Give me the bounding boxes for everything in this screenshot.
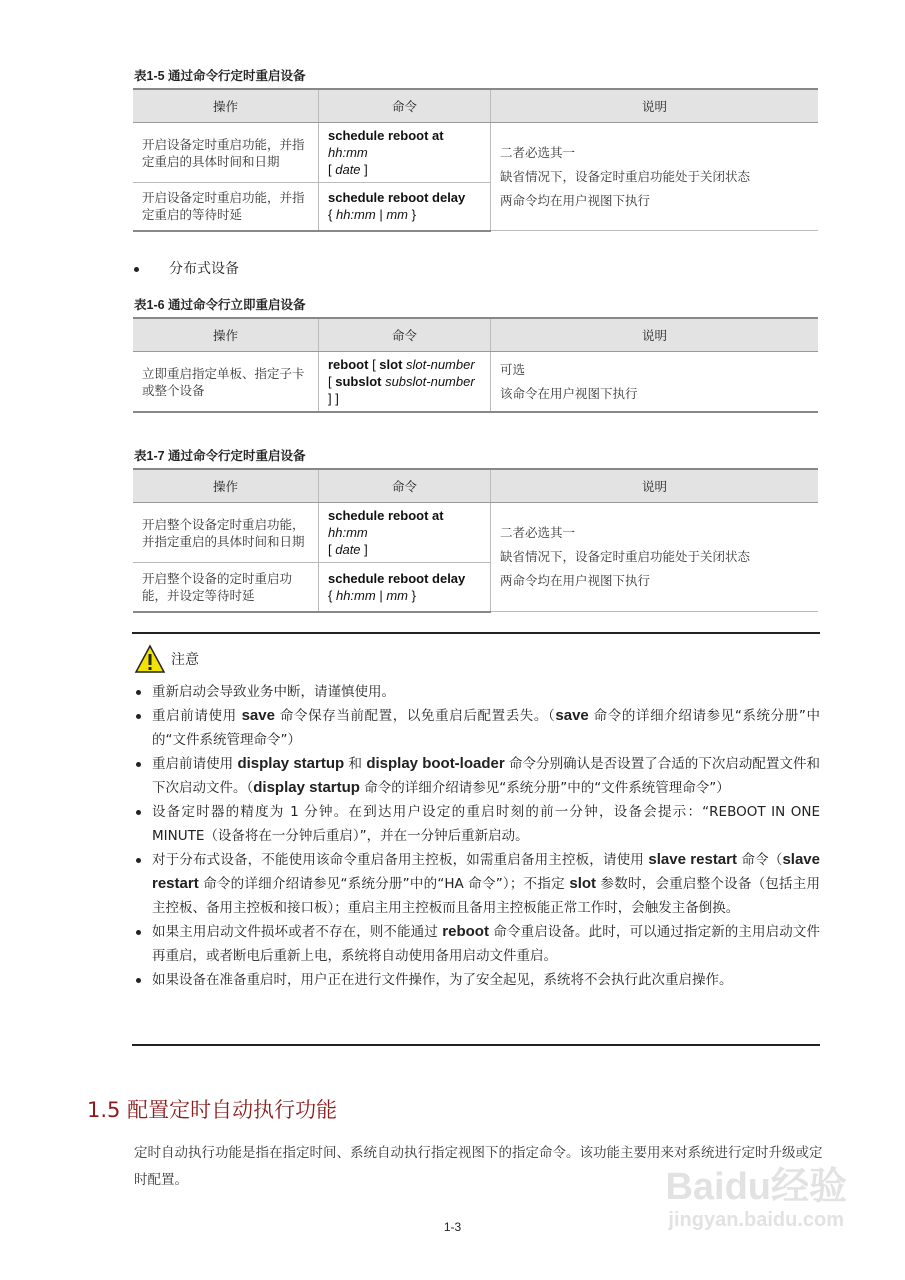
table-1-5-caption: 表1-5 通过命令行定时重启设备 xyxy=(134,69,306,83)
list-item: 如果主用启动文件损坏或者不存在，则不能通过 reboot 命令重启设备。此时，可以通过指定新的主用启动文件再重启，或者断电后重新上电，系统将自动使用备用启动文件重启。 xyxy=(132,920,820,968)
list-item: 设备定时器的精度为 1 分钟。在到达用户设定的重启时刻的前一分钟，设备会提示：“REBOOT IN ONE MINUTE（设备将在一分钟后重启）”，并在一分钟后重新启动。 xyxy=(132,800,820,848)
col-header: 说明 xyxy=(491,89,819,123)
cmd-cell: reboot [ slot slot-number [ subslot subslot-number ] ] xyxy=(319,352,491,413)
notice-box xyxy=(132,632,820,1046)
op-cell: 开启整个设备的定时重启功能，并设定等待时延 xyxy=(133,563,319,612)
list-item: 重启前请使用 display startup 和 display boot-loader 命令分别确认是否设置了合适的下次启动配置文件和下次启动文件。（display startup 命令的详细介绍请参见“系统分册”中的“文件系统管理命令”） xyxy=(132,752,820,800)
table-1-6 xyxy=(133,317,818,413)
table-1-6-caption: 表1-6 通过命令行立即重启设备 xyxy=(134,298,306,312)
op-cell: 立即重启指定单板、指定子卡或整个设备 xyxy=(133,352,319,413)
notice-header xyxy=(134,644,199,674)
cmd-cell: schedule reboot delay { hh:mm | mm } xyxy=(319,183,491,231)
table-1-7-caption: 表1-7 通过命令行定时重启设备 xyxy=(134,449,306,463)
list-item: 重启前请使用 save 命令保存当前配置，以免重启后配置丢失。（save 命令的详细介绍请参见“系统分册”中的“文件系统管理命令”） xyxy=(132,704,820,752)
cmd-cell: schedule reboot at hh:mm [ date ] xyxy=(319,503,491,563)
op-cell: 开启设备定时重启功能，并指定重启的等待时延 xyxy=(133,183,319,231)
op-cell: 开启设备定时重启功能，并指定重启的具体时间和日期 xyxy=(133,123,319,183)
table-row xyxy=(133,352,818,413)
cmd-cell: schedule reboot delay { hh:mm | mm } xyxy=(319,563,491,612)
col-header: 命令 xyxy=(319,318,491,352)
col-header: 说明 xyxy=(491,469,819,503)
section-heading: 1.5 配置定时自动执行功能 xyxy=(87,1098,338,1122)
section-paragraph: 定时自动执行功能是指在指定时间、系统自动执行指定视图下的指定命令。该功能主要用来对系统进行定时升级或定时配置。 xyxy=(134,1145,823,1188)
list-item: 如果设备在准备重启时，用户正在进行文件操作，为了安全起见，系统将不会执行此次重启操作。 xyxy=(132,968,820,992)
col-header: 操作 xyxy=(133,469,319,503)
table-row xyxy=(133,123,818,183)
warning-icon xyxy=(134,644,166,674)
col-header: 操作 xyxy=(133,89,319,123)
col-header: 命令 xyxy=(319,89,491,123)
col-header: 说明 xyxy=(491,318,819,352)
table-1-5 xyxy=(133,88,818,232)
cmd-cell: schedule reboot at hh:mm [ date ] xyxy=(319,123,491,183)
list-item: 对于分布式设备，不能使用该命令重启备用主控板，如需重启备用主控板，请使用 slave restart 命令（slave restart 命令的详细介绍请参见“系统分册”中的“HA 命令”）；不指定 slot 参数时，会重启整个设备（包括主用主控板、备用主控板和接口板）；重启主用主控板而且备用主控板能正常工作时，会触发主备倒换。 xyxy=(132,848,820,920)
notes-cell: 二者必选其一 缺省情况下，设备定时重启功能处于关闭状态 两命令均在用户视图下执行 xyxy=(491,503,819,612)
notes-cell: 二者必选其一 缺省情况下，设备定时重启功能处于关闭状态 两命令均在用户视图下执行 xyxy=(491,123,819,231)
col-header: 操作 xyxy=(133,318,319,352)
page-number: 1-3 xyxy=(443,1220,462,1234)
notes-cell: 可选 该命令在用户视图下执行 xyxy=(491,352,819,413)
bullet-distributed: 分布式设备 xyxy=(134,258,239,278)
notice-title: 注意 xyxy=(171,652,199,668)
notice-list xyxy=(132,680,820,992)
table-1-7 xyxy=(133,468,818,613)
col-header: 命令 xyxy=(319,469,491,503)
list-item: 重新启动会导致业务中断，请谨慎使用。 xyxy=(132,680,820,704)
table-row xyxy=(133,503,818,563)
baidu-watermark: Baidu经验 jingyan.baidu.com xyxy=(665,1166,847,1231)
op-cell: 开启整个设备定时重启功能，并指定重启的具体时间和日期 xyxy=(133,503,319,563)
